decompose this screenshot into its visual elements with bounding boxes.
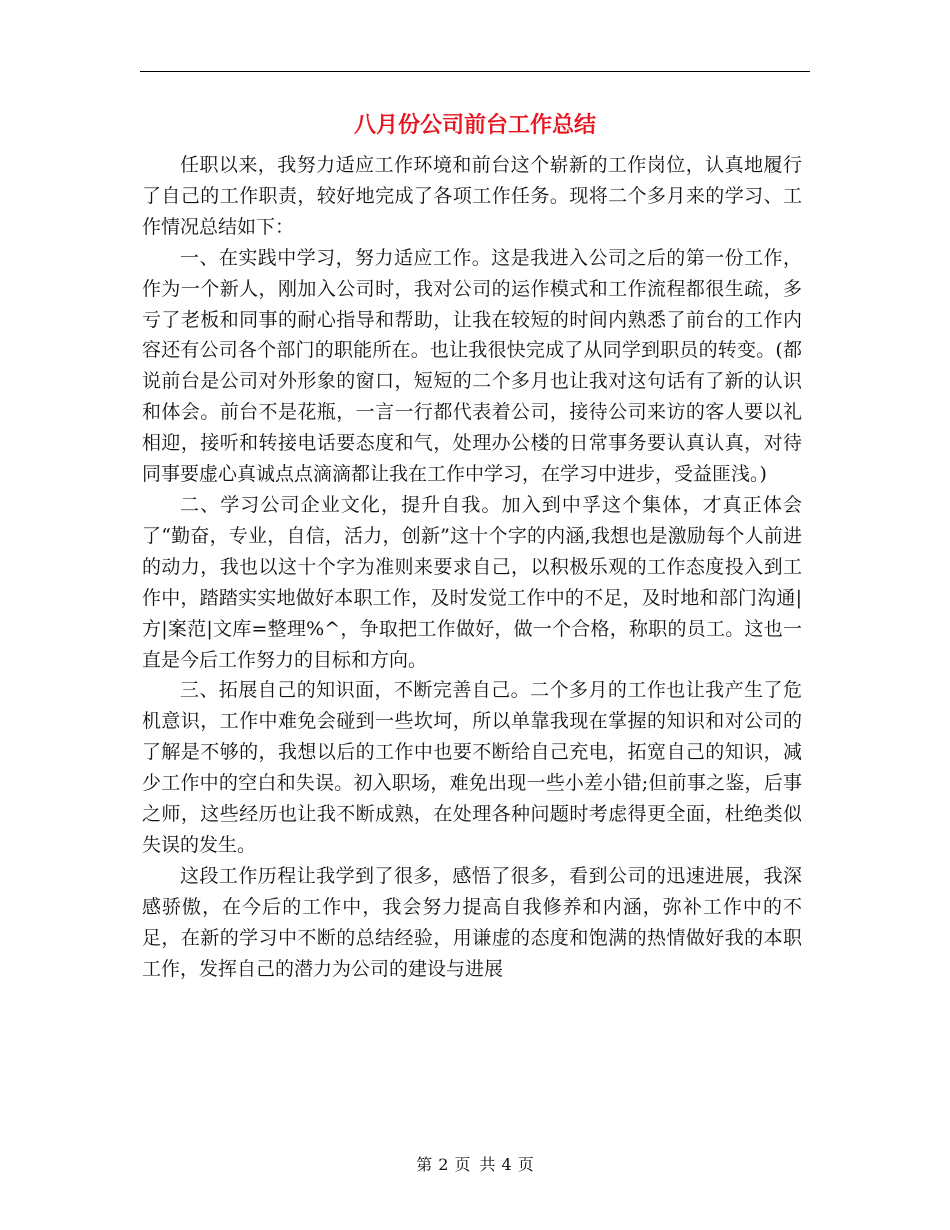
paragraph-section-2: 二、学习公司企业文化，提升自我。加入到中孚这个集体，才真正体会了“勤奋，专业，自信，活力，创新”这十个字的内涵,我想也是激励每个人前进的动力，我也以这十个字为准则来要求自己，以积极乐观的工作态度投入到工作中，踏踏实实地做好本职工作，及时发觉工作中的不足，及时地和部门沟通|方|案范|文库=整理%^，争取把工作做好，做一个合格，称职的员工。这也一直是今后工作努力的目标和方向。: [142, 493, 802, 671]
footer-page-number: 2: [438, 1155, 449, 1174]
document-title: 八月份公司前台工作总结: [353, 112, 596, 138]
footer-total-pages: 4: [501, 1155, 512, 1174]
header-rule: [140, 71, 810, 72]
footer-suffix: 页: [517, 1155, 534, 1174]
page-footer: [0, 1153, 950, 1177]
footer-middle: 页 共: [454, 1155, 496, 1174]
paragraph-section-3: 三、拓展自己的知识面，不断完善自己。二个多月的工作也让我产生了危机意识，工作中难免会碰到一些坎坷，所以单靠我现在掌握的知识和对公司的了解是不够的，我想以后的工作中也要不断给自己充电，拓宽自己的知识，减少工作中的空白和失误。初入职场，难免出现一些小差小错;但前事之鉴，后事之师，这些经历也让我不断成熟，在处理各种问题时考虑得更全面，杜绝类似失误的发生。: [142, 679, 802, 856]
paragraph-section-1: 一、在实践中学习，努力适应工作。这是我进入公司之后的第一份工作，作为一个新人，刚加入公司时，我对公司的运作模式和工作流程都很生疏，多亏了老板和同事的耐心指导和帮助，让我在较短的时间内熟悉了前台的工作内容还有公司各个部门的职能所在。也让我很快完成了从同学到职员的转变。(都说前台是公司对外形象的窗口，短短的二个多月也让我对这句话有了新的认识和体会。前台不是花瓶，一言一行都代表着公司，接待公司来访的客人要以礼相迎，接听和转接电话要态度和气，处理办公楼的日常事务要认真认真，对待同事要虚心真诚点点滴滴都让我在工作中学习，在学习中进步，受益匪浅。): [142, 246, 802, 486]
document-body: [142, 150, 802, 984]
paragraph-closing: 这段工作历程让我学到了很多，感悟了很多，看到公司的迅速进展，我深感骄傲，在今后的工作中，我会努力提高自我修养和内涵，弥补工作中的不足，在新的学习中不断的总结经验，用谦虚的态度和饱满的热情做好我的本职工作，发挥自己的潜力为公司的建设与进展: [142, 864, 802, 980]
footer-prefix: 第: [416, 1155, 433, 1174]
paragraph-intro: 任职以来，我努力适应工作环境和前台这个崭新的工作岗位，认真地履行了自己的工作职责，较好地完成了各项工作任务。现将二个多月来的学习、工作情况总结如下：: [142, 154, 802, 238]
